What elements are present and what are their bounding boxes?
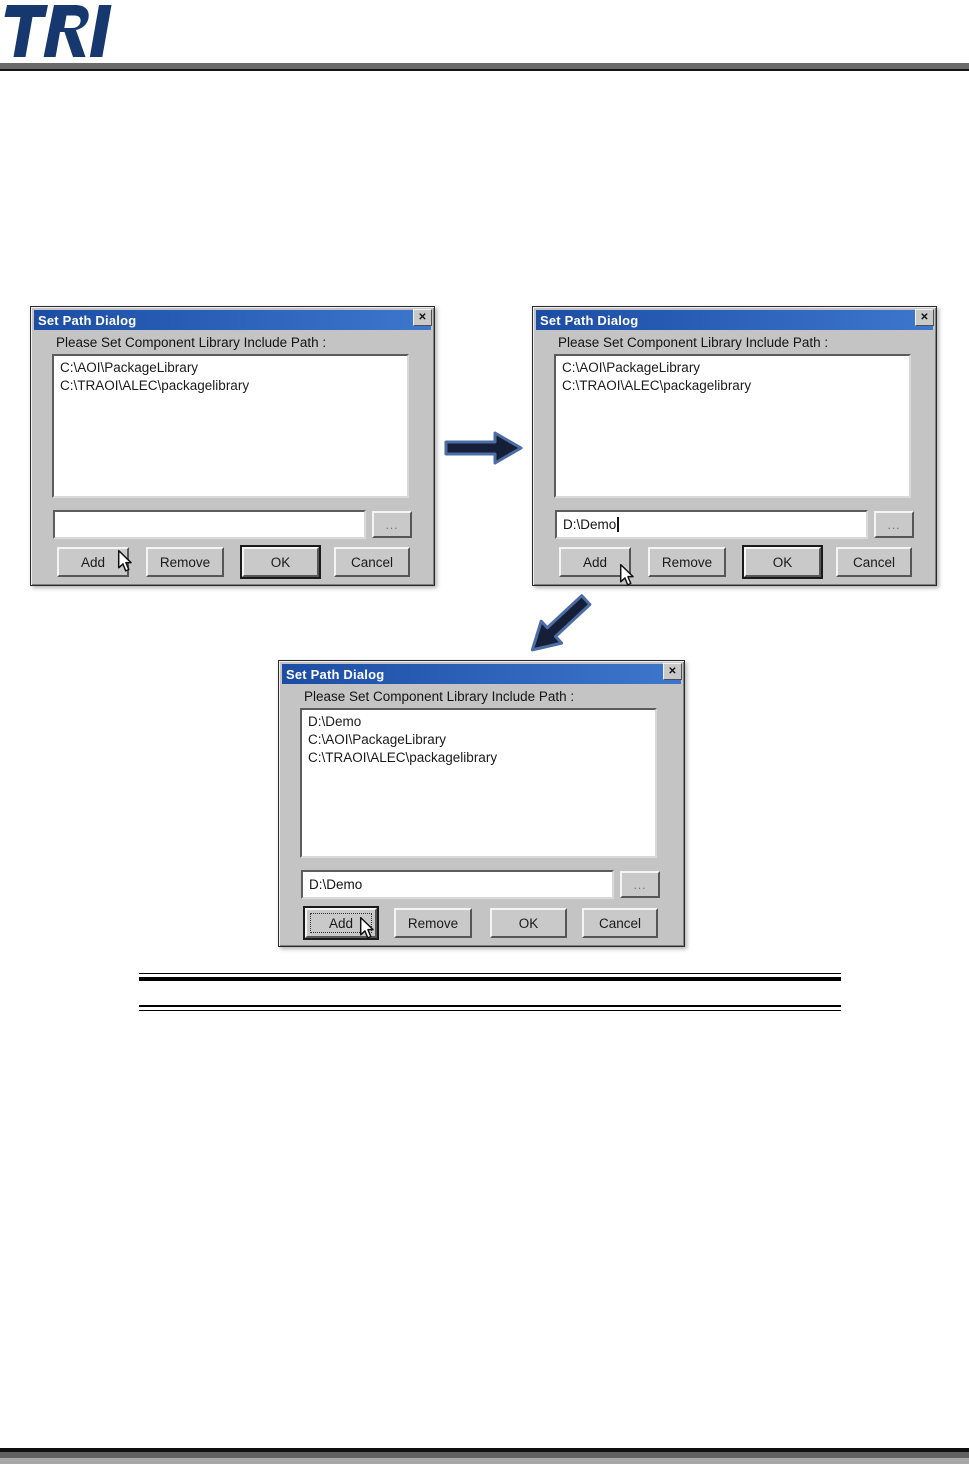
path-input-value: D:\Demo [309,877,363,892]
cancel-button[interactable]: Cancel [836,547,912,577]
browse-button[interactable]: ... [372,511,412,538]
include-path-label: Please Set Component Library Include Path : [558,335,829,350]
footer-rule [0,1448,969,1464]
browse-button[interactable]: ... [620,871,660,898]
note-rule-bottom [139,1005,841,1011]
path-input-value: D:\Demo [563,517,617,532]
ok-button[interactable]: OK [490,908,567,938]
dialog-titlebar[interactable] [282,664,681,684]
add-button[interactable]: Add [559,547,631,577]
path-input[interactable] [301,870,614,899]
dialog-title: Set Path Dialog [286,666,385,682]
close-icon[interactable]: ✕ [915,309,934,326]
path-list-item[interactable]: C:\TRAOI\ALEC\packagelibrary [308,750,498,765]
path-listbox[interactable] [300,708,657,858]
dialog-title: Set Path Dialog [38,312,137,328]
down-left-arrow-icon [512,588,604,664]
dialog-titlebar[interactable] [536,310,933,330]
text-caret [617,517,619,532]
close-icon[interactable]: ✕ [663,663,682,680]
browse-button[interactable]: ... [874,511,914,538]
remove-button[interactable]: Remove [394,908,472,938]
remove-button[interactable]: Remove [146,547,224,577]
path-list-item[interactable]: D:\Demo [308,714,362,729]
path-input[interactable] [53,510,366,539]
set-path-dialog-step1 [30,306,435,586]
add-button[interactable]: Add [305,908,377,938]
cancel-button[interactable]: Cancel [334,547,410,577]
ok-button[interactable]: OK [242,547,319,577]
path-list-item[interactable]: C:\TRAOI\ALEC\packagelibrary [562,378,752,393]
path-input[interactable] [555,510,868,539]
set-path-dialog-step3 [278,660,685,947]
path-list-item[interactable]: C:\AOI\PackageLibrary [60,360,199,375]
close-icon[interactable]: ✕ [413,309,432,326]
set-path-dialog-step2 [532,306,937,586]
ok-button[interactable]: OK [744,547,821,577]
header-rule [0,63,969,71]
note-rule-top [139,973,841,981]
tri-logo [4,2,116,60]
path-list-item[interactable]: C:\AOI\PackageLibrary [308,732,447,747]
add-button[interactable]: Add [57,547,129,577]
remove-button[interactable]: Remove [648,547,726,577]
cancel-button[interactable]: Cancel [582,908,658,938]
include-path-label: Please Set Component Library Include Path : [304,689,575,704]
path-list-item[interactable]: C:\TRAOI\ALEC\packagelibrary [60,378,250,393]
dialog-title: Set Path Dialog [540,312,639,328]
path-list-item[interactable]: C:\AOI\PackageLibrary [562,360,701,375]
path-listbox[interactable] [554,354,911,498]
path-listbox[interactable] [52,354,409,498]
right-arrow-icon [443,424,525,472]
include-path-label: Please Set Component Library Include Path : [56,335,327,350]
dialog-titlebar[interactable] [34,310,431,330]
